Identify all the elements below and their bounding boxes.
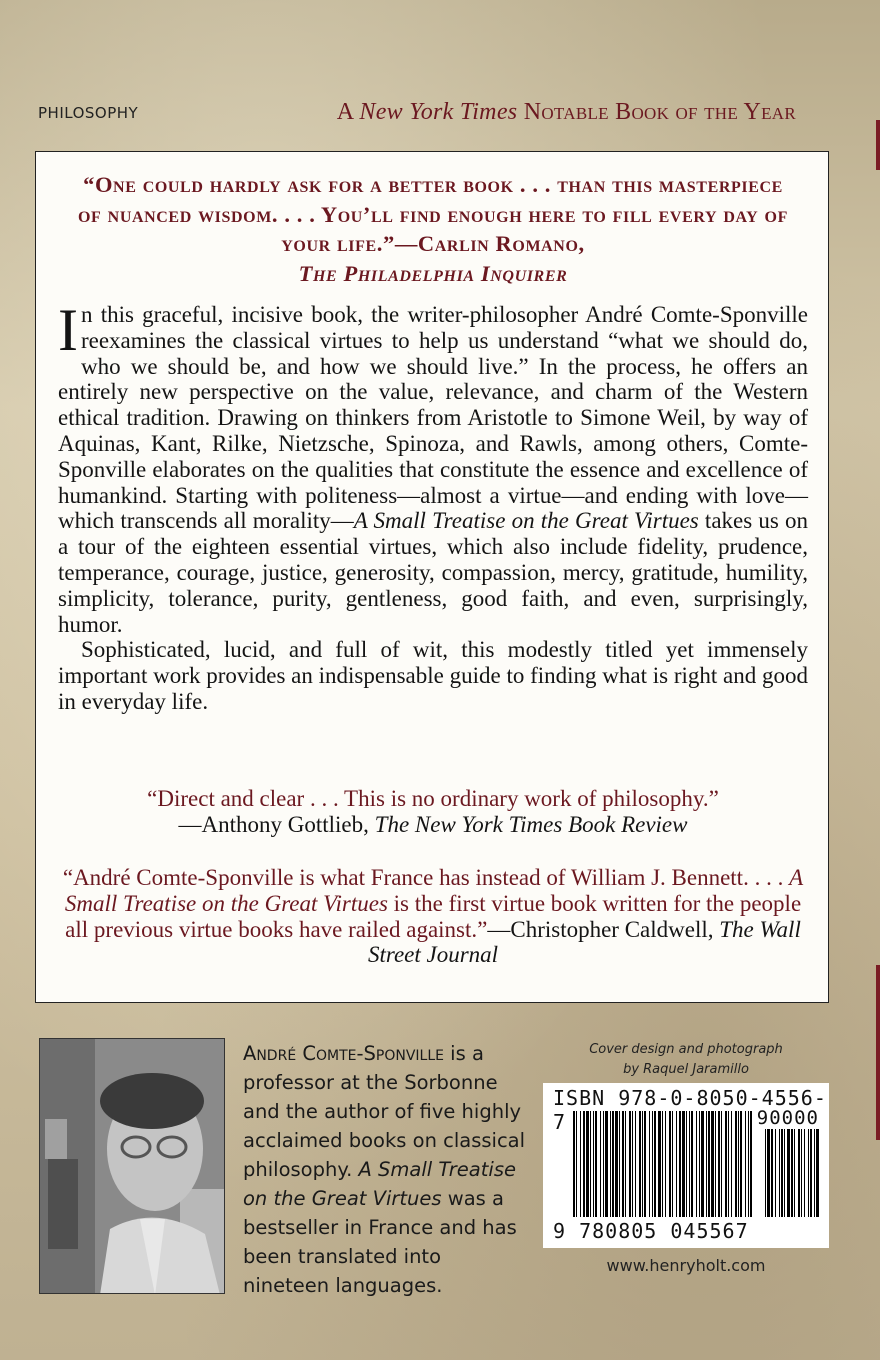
barcode-bar [658, 1111, 661, 1217]
publisher-website: www.henryholt.com [606, 1256, 766, 1275]
barcode-bar [696, 1111, 697, 1217]
barcode-bar [679, 1111, 681, 1217]
pull-quote [76, 170, 790, 288]
notable-book-banner [337, 99, 796, 126]
barcode-bar [740, 1111, 742, 1217]
addon-bar [775, 1129, 776, 1217]
description-paragraph-1 [58, 297, 808, 637]
addon-bar [816, 1129, 819, 1217]
barcode-bar [676, 1111, 677, 1217]
barcode-bar [605, 1111, 608, 1217]
review-2-attribution: —Christopher Caldwell, [487, 916, 720, 942]
notable-suffix: Notable Book of the Year [517, 99, 796, 125]
barcode-bar [748, 1111, 749, 1217]
author-photo [39, 1038, 225, 1294]
notable-title: New York Times [359, 99, 518, 125]
addon-bar [791, 1129, 793, 1217]
review-2-quote-a: “André Comte-Sponville is what France has instead of William J. Bennett. . . . [62, 865, 790, 890]
author-bio-text-b: was a bestseller in France and has been translated into nineteen languages. [243, 1187, 517, 1297]
cover-credit-line-2: by Raquel Jaramillo [623, 1062, 749, 1077]
author-bio [243, 1039, 533, 1300]
addon-bar [767, 1129, 770, 1217]
review-quote-2 [56, 865, 810, 968]
author-bio-text-a: is a professor at the Sorbonne and the author of five highly acclaimed books on classical philosophy. [243, 1042, 526, 1181]
barcode-bar [654, 1111, 656, 1217]
addon-bar [765, 1129, 766, 1217]
addon-bar [784, 1129, 785, 1217]
barcode-bar [686, 1111, 687, 1217]
isbn-barcode [543, 1083, 829, 1248]
barcode-bar [573, 1111, 575, 1217]
barcode-bar [701, 1111, 704, 1217]
cover-credit [548, 1040, 824, 1080]
barcode-bar [580, 1111, 581, 1217]
addon-bar [771, 1129, 773, 1217]
addon-bar [814, 1129, 815, 1217]
review-1-quote: “Direct and clear . . . This is no ordinary work of philosophy.” [147, 786, 719, 811]
book-description [58, 297, 808, 715]
barcode-bar [735, 1111, 737, 1217]
barcode-bar [583, 1111, 585, 1217]
barcode-bar [622, 1111, 624, 1217]
barcode-bar [662, 1111, 663, 1217]
barcode-bar [619, 1111, 620, 1217]
barcode-bar [711, 1111, 714, 1217]
barcode-bar [644, 1111, 646, 1217]
ean-digits: 9 780805 045567 [553, 1219, 749, 1243]
barcode-bar [632, 1111, 633, 1217]
spine-edge-accent-bottom [876, 965, 880, 1140]
description-p1-text-b: takes us on a tour of the eighteen essential virtues, which also include fidelity, prudence, temperance, courage, justice, generosity, compassion, mercy, gratitude, humility, simplicity, tolerance, purity, gentleness, good faith, and even, surprisingly, humor. [58, 508, 808, 637]
barcode-bar [652, 1111, 653, 1217]
barcode-bar [576, 1111, 577, 1217]
barcode-bar [715, 1111, 716, 1217]
pull-quote-text: “One could hardly ask for a better book . . . than this masterpiece of nuanced wisdom. . . . You’ll find enough here to fill every day of your life.”—Carlin Romano, [78, 172, 788, 256]
addon-bar [794, 1129, 795, 1217]
barcode-bar [600, 1111, 601, 1217]
addon-bar [804, 1129, 805, 1217]
author-bio-title: A Small Treatise on the Great Virtues [243, 1158, 516, 1210]
barcode-bar [728, 1111, 729, 1217]
author-portrait-image [40, 1039, 225, 1294]
barcode-bar [615, 1111, 618, 1217]
notable-prefix: A [336, 99, 360, 125]
barcode-bar [629, 1111, 631, 1217]
barcode-bar [649, 1111, 650, 1217]
barcode-bar [669, 1111, 671, 1217]
barcode-bar [586, 1111, 589, 1217]
barcode-bar [708, 1111, 710, 1217]
barcode-bar [718, 1111, 720, 1217]
addon-bar [781, 1129, 783, 1217]
barcode-bar [689, 1111, 690, 1217]
barcode-addon-digits: 90000 [756, 1107, 819, 1129]
barcode-bar [610, 1111, 611, 1217]
barcode-bar [642, 1111, 643, 1217]
barcode-bar [672, 1111, 673, 1217]
barcode-bar [745, 1111, 746, 1217]
description-paragraph-2: Sophisticated, lucid, and full of wit, this modestly titled yet immensely important work provides an indispensable guide to finding what is right and good in everyday life. [58, 637, 808, 714]
barcode-bar [625, 1111, 626, 1217]
barcode-bar [665, 1111, 666, 1217]
addon-bar [808, 1129, 809, 1217]
barcode-bar [691, 1111, 693, 1217]
addon-bar [779, 1129, 780, 1217]
barcode-bar [682, 1111, 685, 1217]
barcode-bar [738, 1111, 739, 1217]
review-2-source: The Wall Street Journal [367, 916, 801, 968]
barcode-bar [593, 1111, 594, 1217]
barcode-bar [603, 1111, 604, 1217]
isbn-number: ISBN 978-0-8050-4556-7 [553, 1086, 827, 1134]
addon-bar [810, 1129, 812, 1217]
barcode-bar [639, 1111, 641, 1217]
spine-edge-accent-top [876, 120, 880, 170]
addon-bar [801, 1129, 802, 1217]
barcode-bar [595, 1111, 597, 1217]
review-quote-1 [56, 786, 810, 838]
description-p1-text-a: In this graceful, incisive book, the writer-philosopher André Comte-Sponville reexamines the classical virtues to help us understand “what we should do, who we should be, and how we should live.” In the process, he offers an entirely new perspective on the value, relevance, and charm of the Western ethical tradition. Drawing on thinkers from Aristotle to Simone Weil, by way of Aquinas, Kant, Rilke, Nietzsche, Spinoza, and Rawls, among others, Comte-Sponville elaborates on the qualities that constitute the essence and excellence of humankind. Starting with politeness—almost a virtue—and ending with love—which transcends all morality— [58, 297, 808, 534]
author-name: André Comte-Sponville [243, 1042, 444, 1065]
barcode-bar [706, 1111, 707, 1217]
barcode-bar [721, 1111, 722, 1217]
category-label: PHILOSOPHY [38, 104, 139, 122]
pull-quote-source: The Philadelphia Inquirer [298, 260, 568, 286]
addon-bar [798, 1129, 800, 1217]
addon-bar [787, 1129, 790, 1217]
barcode-bar [590, 1111, 591, 1217]
barcode-bar [635, 1111, 636, 1217]
review-1-attribution: —Anthony Gottlieb, [178, 811, 375, 837]
review-2-quote-b: is the first virtue book written for the people all previous virtue books have railed against.” [65, 890, 802, 942]
description-p1-title: A Small Treatise on the Great Virtues [353, 508, 699, 534]
barcode-bar [699, 1111, 700, 1217]
barcode-bar [731, 1111, 732, 1217]
description-panel [35, 151, 829, 1003]
review-1-source: The New York Times Book Review [374, 811, 688, 837]
review-2-quote-title: A Small Treatise on the Great Virtues [64, 865, 804, 916]
cover-credit-line-1: Cover design and photograph [589, 1042, 783, 1057]
barcode-bar [612, 1111, 614, 1217]
barcode-bar [750, 1111, 752, 1217]
barcode-bar [725, 1111, 727, 1217]
